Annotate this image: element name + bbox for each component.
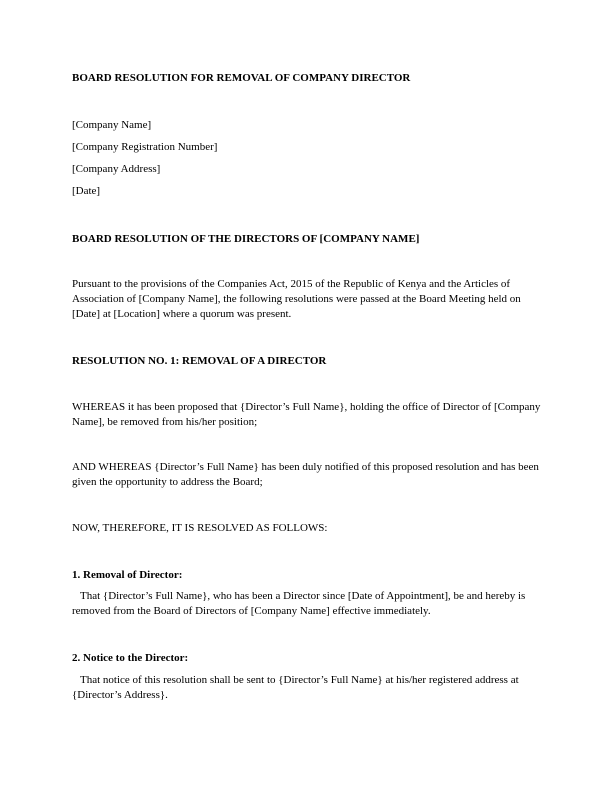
section-2-body: That notice of this resolution shall be sent to {Director’s Full Name} at his/her registered address at {Director’s Address}. (72, 674, 519, 701)
section-1-body: That {Director’s Full Name}, who has been a Director since [Date of Appointment], be and hereby is removed from the Board of Directors of [Company Name] effective immediately. (72, 590, 526, 617)
section-2-heading: 2. Notice to the Director: (72, 652, 189, 664)
section-1-heading: 1. Removal of Director: (72, 569, 183, 581)
header-company-name: [Company Name] (72, 119, 152, 131)
resolution-heading: RESOLUTION NO. 1: REMOVAL OF A DIRECTOR (72, 355, 327, 367)
header-registration-number: [Company Registration Number] (72, 141, 218, 153)
header-date: [Date] (72, 185, 101, 197)
header-company-address: [Company Address] (72, 163, 161, 175)
document-title: BOARD RESOLUTION FOR REMOVAL OF COMPANY DIRECTOR (72, 72, 411, 84)
whereas-paragraph-2: AND WHEREAS {Director’s Full Name} has been duly notified of this proposed resolution and has been given the opportunity to address the Board; (72, 461, 539, 488)
whereas-paragraph-1: WHEREAS it has been proposed that {Director’s Full Name}, holding the office of Director of [Company Name], be removed from his/her position; (72, 401, 541, 428)
preamble-paragraph: Pursuant to the provisions of the Companies Act, 2015 of the Republic of Kenya and the Articles of Association of [Company Name], the following resolutions were passed at the Board Meeting held on [Date] at [Location] where a quorum was present. (72, 278, 521, 320)
resolution-subtitle: BOARD RESOLUTION OF THE DIRECTORS OF [COMPANY NAME] (72, 233, 420, 245)
resolved-statement: NOW, THEREFORE, IT IS RESOLVED AS FOLLOWS: (72, 522, 328, 534)
